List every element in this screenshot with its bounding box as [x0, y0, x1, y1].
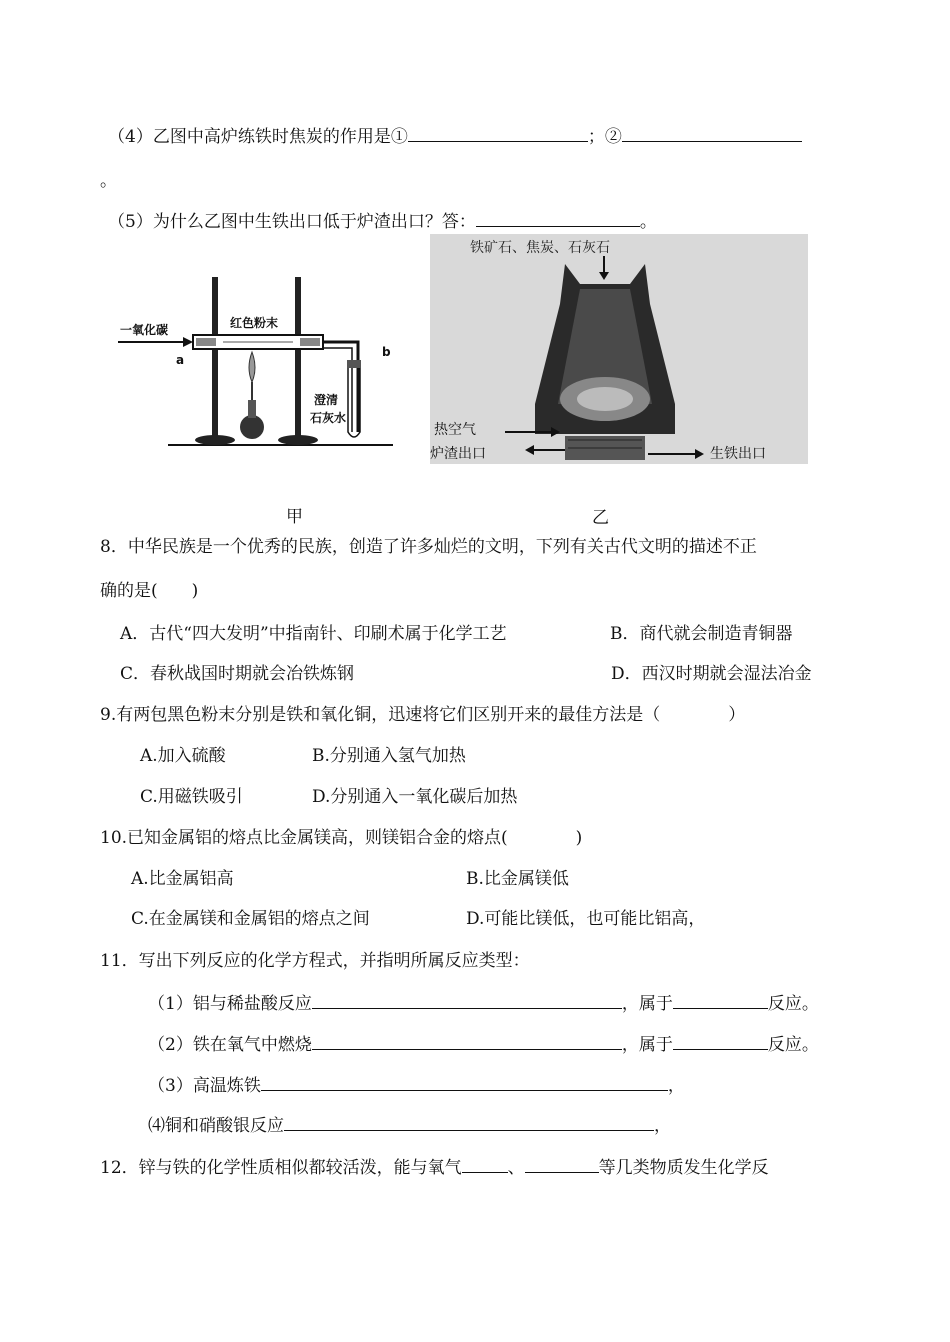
q12-blank-1[interactable] [462, 1155, 508, 1173]
q8-line-1: 8．中华民族是一个优秀的民族，创造了许多灿烂的文明，下列有关古代文明的描述不正 [100, 537, 757, 557]
q12-blank-2[interactable] [525, 1155, 599, 1173]
q11-sub-2: （2）铁在氧气中燃烧 ，属于 反应。 [148, 1032, 819, 1056]
label-lime-2: 石灰水 [310, 411, 347, 425]
label-a: a [176, 353, 185, 367]
q8-line-2: 确的是( ) [100, 581, 199, 601]
q12-line: 12．锌与铁的化学性质相似都较活泼，能与氧气 、 等几类物质发生化学反 [100, 1155, 769, 1179]
q11-sub-1: （1）铝与稀盐酸反应 ，属于 反应。 [148, 991, 819, 1015]
q4-sep: ；② [587, 127, 622, 147]
q4-text: （4）乙图中高炉练铁时焦炭的作用是① [108, 127, 408, 147]
q9-option-b[interactable]: B.分别通入氢气加热 [312, 746, 466, 766]
q8-option-c[interactable]: C．春秋战国时期就会冶铁炼钢 [120, 664, 355, 684]
q5-blank[interactable] [476, 209, 640, 227]
q8-option-b[interactable]: B．商代就会制造青铜器 [610, 624, 793, 644]
label-co: 一氧化碳 [120, 323, 169, 337]
q8-option-a[interactable]: A．古代“四大发明”中指南针、印刷术属于化学工艺 [120, 624, 507, 644]
q10-stem: 10.已知金属铝的熔点比金属镁高，则镁铝合金的熔点( ) [100, 828, 583, 848]
q9-option-c[interactable]: C.用磁铁吸引 [140, 787, 243, 807]
q11-sub-4: ⑷铜和硝酸银反应 ， [148, 1113, 671, 1137]
q11-2-type-blank[interactable] [673, 1032, 768, 1050]
q5-text: （5）为什么乙图中生铁出口低于炉渣出口？答： [108, 212, 476, 232]
label-lime-1: 澄清 [314, 393, 339, 407]
q11-stem: 11．写出下列反应的化学方程式，并指明所属反应类型： [100, 951, 530, 971]
label-b: b [382, 345, 391, 359]
q11-1-type-blank[interactable] [673, 991, 768, 1009]
q4-end: 。 [100, 171, 117, 191]
q10-option-b[interactable]: B.比金属镁低 [466, 869, 569, 889]
q10-option-c[interactable]: C.在金属镁和金属铝的熔点之间 [131, 909, 370, 929]
q11-3-equation-blank[interactable] [261, 1073, 668, 1091]
q4-blank-2[interactable] [622, 124, 802, 142]
caption-jia: 甲 [286, 507, 303, 527]
q9-option-a[interactable]: A.加入硫酸 [140, 746, 226, 766]
q9-option-d[interactable]: D.分别通入一氧化碳后加热 [312, 787, 518, 807]
label-materials: 铁矿石、焦炭、石灰石 [470, 240, 610, 256]
label-iron-outlet: 生铁出口 [710, 446, 766, 462]
q11-1-equation-blank[interactable] [312, 991, 622, 1009]
q9-stem: 9.有两包黑色粉末分别是铁和氧化铜，迅速将它们区别开来的最佳方法是（ ） [100, 705, 746, 725]
label-hot-air: 热空气 [434, 422, 476, 438]
q11-4-equation-blank[interactable] [284, 1113, 654, 1131]
caption-yi: 乙 [592, 508, 609, 528]
q10-option-d[interactable]: D.可能比镁低，也可能比铝高， [466, 909, 706, 929]
q5-end: 。 [639, 212, 657, 232]
figure-yi-blast-furnace [430, 234, 808, 464]
q4-line [108, 124, 802, 148]
label-slag-outlet: 炉渣出口 [430, 446, 486, 462]
q8-option-d[interactable]: D．西汉时期就会湿法冶金 [611, 664, 812, 684]
label-red-powder: 红色粉末 [230, 316, 279, 330]
figure-jia-apparatus [118, 272, 403, 467]
q10-option-a[interactable]: A.比金属铝高 [131, 869, 234, 889]
q11-2-equation-blank[interactable] [312, 1032, 622, 1050]
q4-blank-1[interactable] [408, 124, 588, 142]
q11-sub-3: （3）高温炼铁 ， [148, 1073, 685, 1097]
q5-line [108, 209, 657, 233]
